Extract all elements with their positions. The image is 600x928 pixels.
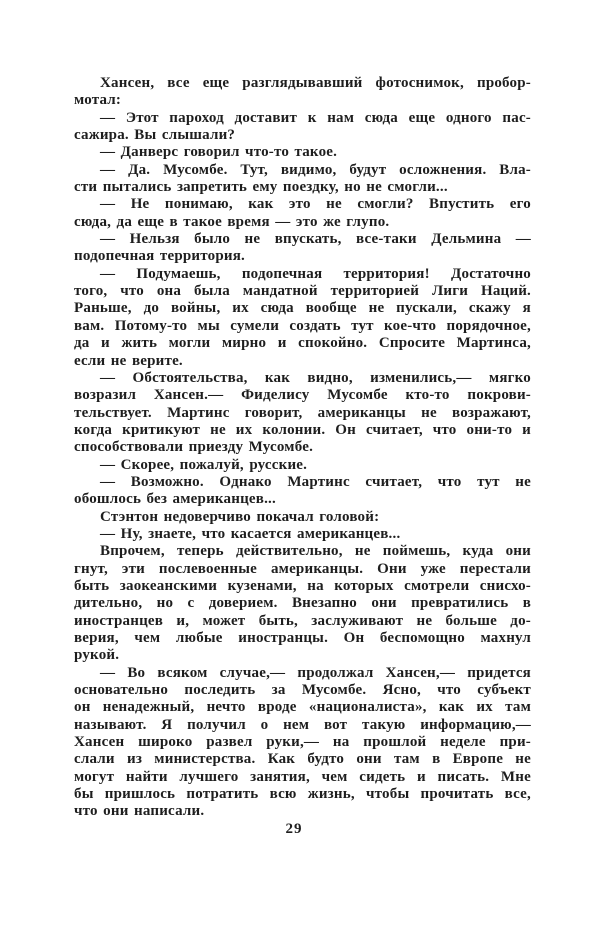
text-line: Впрочем, теперь действительно, не поймешь, куда они: [100, 543, 531, 560]
text-line: обошлось без американцев...: [74, 491, 276, 508]
text-line: бы пришлось потратить всю жизнь, чтобы прочитать все,: [74, 786, 531, 803]
text-line: дительно, но с доверием. Внезапно они превратились в: [74, 595, 531, 612]
text-line: рукой.: [74, 647, 120, 664]
text-line: — Нельзя было не впускать, все-таки Дельмина —: [100, 231, 531, 248]
text-line: иностранцев и, может быть, заслуживают не больше до-: [74, 612, 531, 629]
text-line: Стэнтон недоверчиво покачал головой:: [100, 508, 380, 525]
text-line: — Подумаешь, подопечная территория! Достаточно: [100, 265, 531, 282]
text-line: возразил Хансен.— Фиделису Мусомбе кто-то покрови-: [74, 387, 531, 404]
text-line: называют. Я получил о нем вот такую информацию,—: [74, 716, 531, 733]
text-line: того, что она была мандатной территорией Лиги Наций.: [74, 283, 531, 300]
text-line: верия, чем любые иностранцы. Он беспомощно махнул: [74, 630, 531, 646]
text-line: — Данверс говорил что-то такое.: [100, 144, 338, 161]
text-line: — Не понимаю, как это не смогли? Впустить его: [100, 196, 531, 213]
text-line: Хансен широко развел руки,— на прошлой неделе при-: [74, 734, 531, 751]
text-line: — Во всяком случае,— продолжал Хансен,— придется: [100, 664, 531, 681]
text-line: сюда, да еще в такое время — это же глупо.: [74, 213, 390, 230]
text-line: быть заокеанскими кузенами, на которых смотрели снисхо-: [74, 577, 531, 594]
text-line: могут найти лучшего занятия, чем сидеть и писать. Мне: [74, 768, 531, 785]
text-line: — Возможно. Однако Мартинс считает, что тут не: [100, 473, 531, 490]
text-line: сти пытались запретить ему поездку, но не смогли...: [74, 179, 448, 196]
text-line: — Ну, знаете, что касается американцев...: [100, 525, 401, 542]
page-text-block: [74, 75, 531, 821]
text-line: сажира. Вы слышали?: [74, 127, 236, 144]
text-line: что они написали.: [74, 803, 205, 820]
text-line: да и жить могли мирно и спокойно. Спросите Мартинса,: [74, 335, 531, 352]
text-line: когда критикуют не их колонии. Он считает, что они-то и: [74, 421, 531, 438]
text-line: — Обстоятельства, как видно, изменились,— мягко: [100, 369, 531, 386]
text-line: тельствует. Мартинс говорит, американцы не возражают,: [74, 404, 531, 421]
text-line: он ненадежный, нечто вроде «националиста», как их там: [74, 699, 531, 716]
text-line: подопечная территория.: [74, 248, 245, 265]
text-line: Раньше, до войны, их сюда вообще не пускали, скажу я: [74, 300, 531, 317]
text-line: способствовали приезду Мусомбе.: [74, 439, 314, 456]
text-line: если не верите.: [74, 352, 183, 369]
text-line: Хансен, все еще разглядывавший фотоснимок, пробор-: [100, 75, 531, 91]
text-line: вам. Потому-то мы сумели создать тут кое-что порядочное,: [74, 317, 531, 334]
text-line: — Скорее, пожалуй, русские.: [100, 456, 308, 473]
page-number: 29: [285, 821, 303, 837]
text-line: слали из министерства. Как будто они там в Европе не: [74, 751, 531, 768]
text-line: — Да. Мусомбе. Тут, видимо, будут осложнения. Вла-: [100, 161, 531, 178]
text-line: мотал:: [74, 92, 122, 109]
text-line: основательно последить за Мусомбе. Ясно, что субъект: [74, 682, 531, 699]
text-line: гнут, эти послевоенные американцы. Они уже перестали: [74, 560, 531, 577]
text-line: — Этот пароход доставит к нам сюда еще одного пас-: [100, 109, 531, 126]
